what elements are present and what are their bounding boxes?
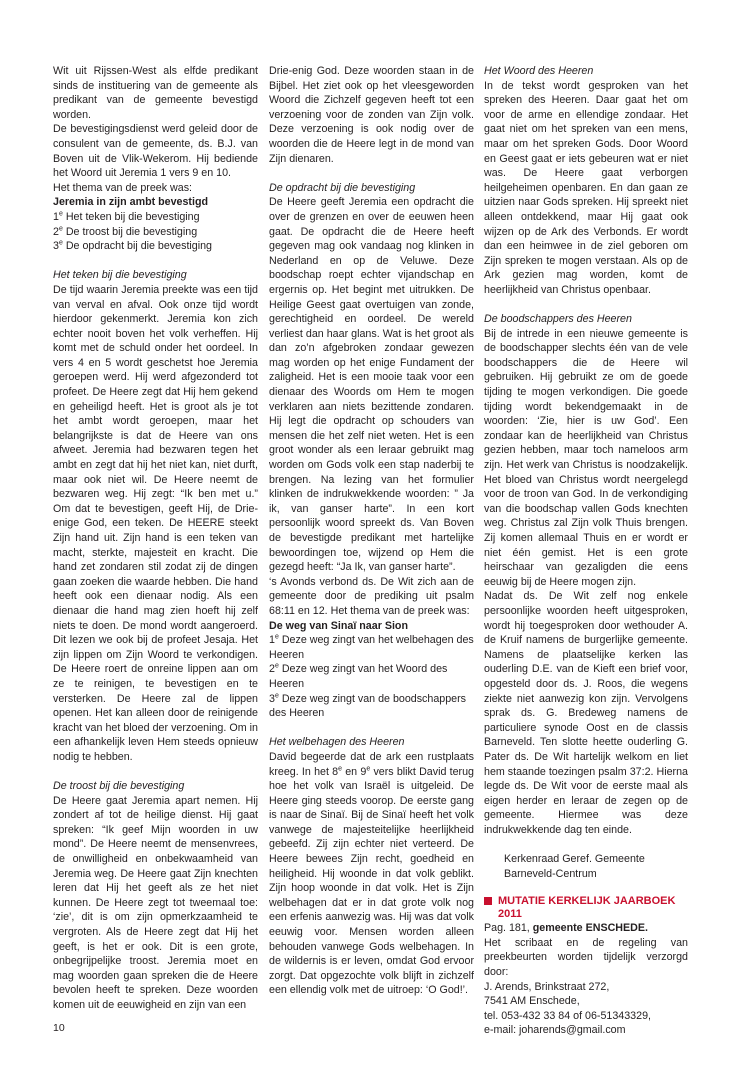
phone-line: tel. 053-432 33 84 of 06-51343329, (484, 1009, 651, 1022)
section-text: In de tekst wordt gesproken van het spreken des Heeren. Daar gaat het om voor de arme en ellendige zondaar. Het gaat niet om het spreken van een mens, maar om het spreken Gods. Door Woord en Geest gaat er iets gebeuren wat er niet was. De Heere gaat verborgen heilgeheimen openbaren. En dan gaan ze uitzien naar Gods spreken. Hij spreekt niet alleen ontdekkend, maar Hij gaat ook wijzen op de Ark des Verbonds. Er wordt dan een heimwee in de ziel geboren om Zijn spreken te mogen verstaan. Als op de Ark gezien mag worden, komt de heerlijkheid van Christus openbaar. (484, 79, 688, 296)
column-1 (53, 64, 258, 1013)
mutation-heading (484, 895, 688, 921)
address-line-2: 7541 AM Enschede, (484, 995, 580, 1008)
continued-paragraph: Drie-enig God. Deze woorden staan in de Bijbel. Het ziet ook op het vleesgeworden Woord die Zichzelf gegeven heeft tot een verzoening voor de zonden van Zijn volk. Deze verzoening is ook nodig over de woorden die de Heere legt in de mond van Zijn dienaren. (269, 65, 474, 165)
section-heading: Het teken bij die bevestiging (53, 269, 187, 282)
intro-paragraph: Wit uit Rijssen-West als elfde predikant sinds de instituering van de gemeente als predikant van de gemeente bevestigd worden. (53, 65, 258, 121)
evening-theme-title: De weg van Sinaï naar Sion (269, 619, 408, 632)
column-2 (269, 64, 474, 998)
signature-line-2: Barneveld-Centrum (504, 867, 597, 880)
section-heading: De boodschappers des Heeren (484, 313, 632, 326)
theme-point-1: 1e Het teken bij die bevestiging (53, 210, 200, 223)
address-line-1: J. Arends, Brinkstraat 272, (484, 980, 610, 993)
theme-point-3: 3e De opdracht bij die bevestiging (53, 239, 212, 253)
bullet-square-icon (484, 897, 492, 905)
mutation-text: Het scribaat en de regeling van preekbeurten worden tijdelijk verzorgd door: (484, 936, 688, 979)
section-heading: Het Woord des Heeren (484, 65, 594, 77)
column-3 (484, 64, 688, 1038)
section-heading: De troost bij die bevestiging (53, 780, 185, 793)
theme-title: Jeremia in zijn ambt bevestigd (53, 196, 209, 209)
email-line: e-mail: joharends@gmail.com (484, 1024, 626, 1037)
section-heading: Het welbehagen des Heeren (269, 736, 405, 749)
evening-paragraph: ‘s Avonds verbond ds. De Wit zich aan de gemeente door de prediking uit psalm 68:11 en 12. Het thema van de preek was: (269, 575, 474, 617)
evening-point-3: 3e Deze weg zingt van de boodschappers des Heeren (269, 691, 467, 720)
theme-point-2: 2e De troost bij die bevestiging (53, 224, 198, 238)
section-heading: De opdracht bij die bevestiging (269, 181, 416, 194)
closing-paragraph: Nadat ds. De Wit zelf nog enkele persoonlijke woorden heeft uitgesproken, wordt hij toegesproken door wethouder A. de Kruif namens de burgerlijke gemeente. Namens de plaatselijke kerken las ouderling D.E. van de Kieft een brief voor, opgesteld door ds. J. Roos, die wegens ziekte niet aanwezig kon zijn. Vervolgens sprak ds. G. Bredeweg namens de particuliere synode Oost en de classis Barneveld. Ten slotte heette ouderling G. Pater ds. De Wit hartelijk welkom en liet hem staande toezingen psalm 37:2. Hierna legde ds. De Wit voor de eerste maal als eigen herder en leraar de zegen op de gemeente. Hiermee was deze indrukwekkende dag ten einde. (484, 590, 688, 836)
theme-intro: Het thema van de preek was: (53, 181, 193, 194)
section-text: David begeerde dat de ark een rustplaats kreeg. In het 8e en 9e vers blikt David terug hoe het volk van Israël is uitgeleid. De Heere ging steeds voorop. De eerste gang is naar de Sinaï. Bij de Sinaï heeft het volk vanwege de majesteitelijke heerlijkheid gebeefd. Zij zijn echter niet verteerd. De Heere bewees Zijn recht, goedheid en heiligheid. Hij woonde in dat volk geblikt. Zijn hoop woonde in dat volk. Het is Zijn welbehagen dat er in dat grote volk nog een erfenis aanwezig was. Hij was dat volk eeuwig voor. Mensen worden alleen behouden vanwege Gods welbehagen. In de wildernis is er leven, omdat God ervoor zorgt. Dat opgezochte volk blijft in zichzelf een ellendig volk met de uitroep: ‘O God!’. (269, 750, 475, 997)
signature-line-1: Kerkenraad Geref. Gemeente (504, 853, 645, 866)
section-text: Bij de intrede in een nieuwe gemeente is de boodschapper slechts één van de vele boodschappers die de Heere wil gebruiken. Hij gebruikt ze om de goede tijding te mogen verkondigen. Die goede tijding wordt bekendgemaakt in de woorden: ‘Zie, hier is uw God’. Een zondaar kan de heerlijkheid van Christus gezien hebben, maar toch nameloos arm zijn. Het werk van Christus is noodzakelijk. Het bloed van Christus wordt neergelegd voor de troon van God. In de verkondiging van die boodschap vallen Gods knechten weg. Christus zal Zijn volk Thuis brengen. Zij komen allemaal Thuis en er wordt er niet één gemist. Het is een grote heirschaar van gezaligden die eens eeuwig bij de Heere mogen zijn. (484, 327, 688, 588)
section-text: De Heere geeft Jeremia een opdracht die over de grenzen en over de eeuwen heen gaat. De opdracht die de Heere heeft gegeven mag ook vandaag nog klinken in Nederland en op de Veluwe. Deze boodschap roept echter vijandschap en ergernis op. Het begint met uitrukken. De Heilige Geest gaat overtuigen van zonde, gerechtigheid en oordeel. De wereld verliest dan haar glans. Wat is het groot als dan zo’n afgebroken zondaar gewezen mag worden op het enige Fundament der zaligheid. Het is een mooie taak voor een dienaar des Woords om Hem te mogen verklaren aan niets bezittende zondaren. Hij legt die opdracht op schouders van mensen die het zelf niet weten. Het is een groot wonder als een leraar gebruikt mag worden om Gods volk een stap naderbij te brengen. Na lezing van het formulier klinken de indrukwekkende woorden: ” Ja ik, van ganser harte”. In een kort persoonlijk woord spreekt ds. Van Boven de bevestigde predikant met hartelijke bewoordingen toe, wijzend op Hem die gezegd heeft: “Ja Ik, van ganser harte”. (269, 196, 474, 574)
evening-point-1: 1e Deze weg zingt van het welbehagen des Heeren (269, 633, 474, 661)
page-number: 10 (53, 1022, 65, 1034)
mutation-page-ref: Pag. 181, gemeente ENSCHEDE. (484, 922, 648, 935)
service-paragraph: De bevestigingsdienst werd geleid door de consulent van de gemeente, ds. B.J. van Boven uit de Vlik-Wekerom. Hij bediende het Woord uit Jeremia 1 vers 9 en 10. (53, 123, 258, 180)
evening-point-2: 2e Deze weg zingt van het Woord des Heeren (269, 662, 448, 690)
section-text: De Heere gaat Jeremia apart nemen. Hij zondert af tot de heilige dienst. Hij gaat spreken: “Ik geef Mijn woorden in uw mond”. De Heere neemt de mensenvrees, de onwilligheid en onbekwaamheid van Jeremia weg. De Heere gaat Zijn knechten leren dat Hij het geeft als ze het niet kunnen. De Heere zegt tot tweemaal toe: ‘zie’, dit is om zijn opmerkzaamheid te vergroten. Als de Heere zegt dat Hij het geeft, is het er ook. Dit is een grote, onbegrijpelijke troost. Jeremia moet en mag woorden gaan spreken die de Heere bevolen heeft te spreken. Deze woorden komen uit de eeuwigheid en zijn van een (53, 794, 258, 1011)
section-text: De tijd waarin Jeremia preekte was een tijd van verval en afval. Ook onze tijd wordt hierdoor gekenmerkt. Jeremia kon zich echter nooit boven het volk verheffen. Hij komt met de schuld onder het oordeel. In vers 4 en 5 wordt geschetst hoe Jeremia geroepen werd. Hij werd afgezonderd tot profeet. De Heere zegt dat Hij hem gekend en geheiligd heeft. Het is groot als je tot het ambt wordt geroepen, maar het belangrijkste is dat de Heere van ons afweet. Jeremia had bezwaren tegen het ambt en zegt dat hij het niet kan, niet durft, maar ook niet wil. De Heere neemt de bezwaren weg. Hij zegt: “Ik ben met u.” Om dat te bevestigen, geeft Hij, de Drie-enige God, een teken. De HEERE steekt Zijn hand uit. Zijn hand is een teken van macht, sterkte, majesteit en kracht. Die hand zet zondaren stil zodat zij de dingen gaan zoeken die waarde hebben. Die hand heeft ook een dienaar nodig. Als een dienaar die hand mag zien hoeft hij zelf niets te doen. De mond wordt aangeroerd. Dit lezen we ook bij de profeet Jesaja. Het zijn lippen om Zijn Woord te verkondigen. De Heere roert de onreine lippen aan om ze te reinigen, te bevestigen en te versterken. De Heere zal de lippen openen. Het kan alleen door de reinigende kracht van het bloed der verzoening. Om in een afhankelijk leven Hem steeds opnieuw nodig te hebben. (53, 283, 258, 763)
mutation-title: MUTATIE KERKELIJK JAARBOEK 2011 (498, 895, 676, 921)
